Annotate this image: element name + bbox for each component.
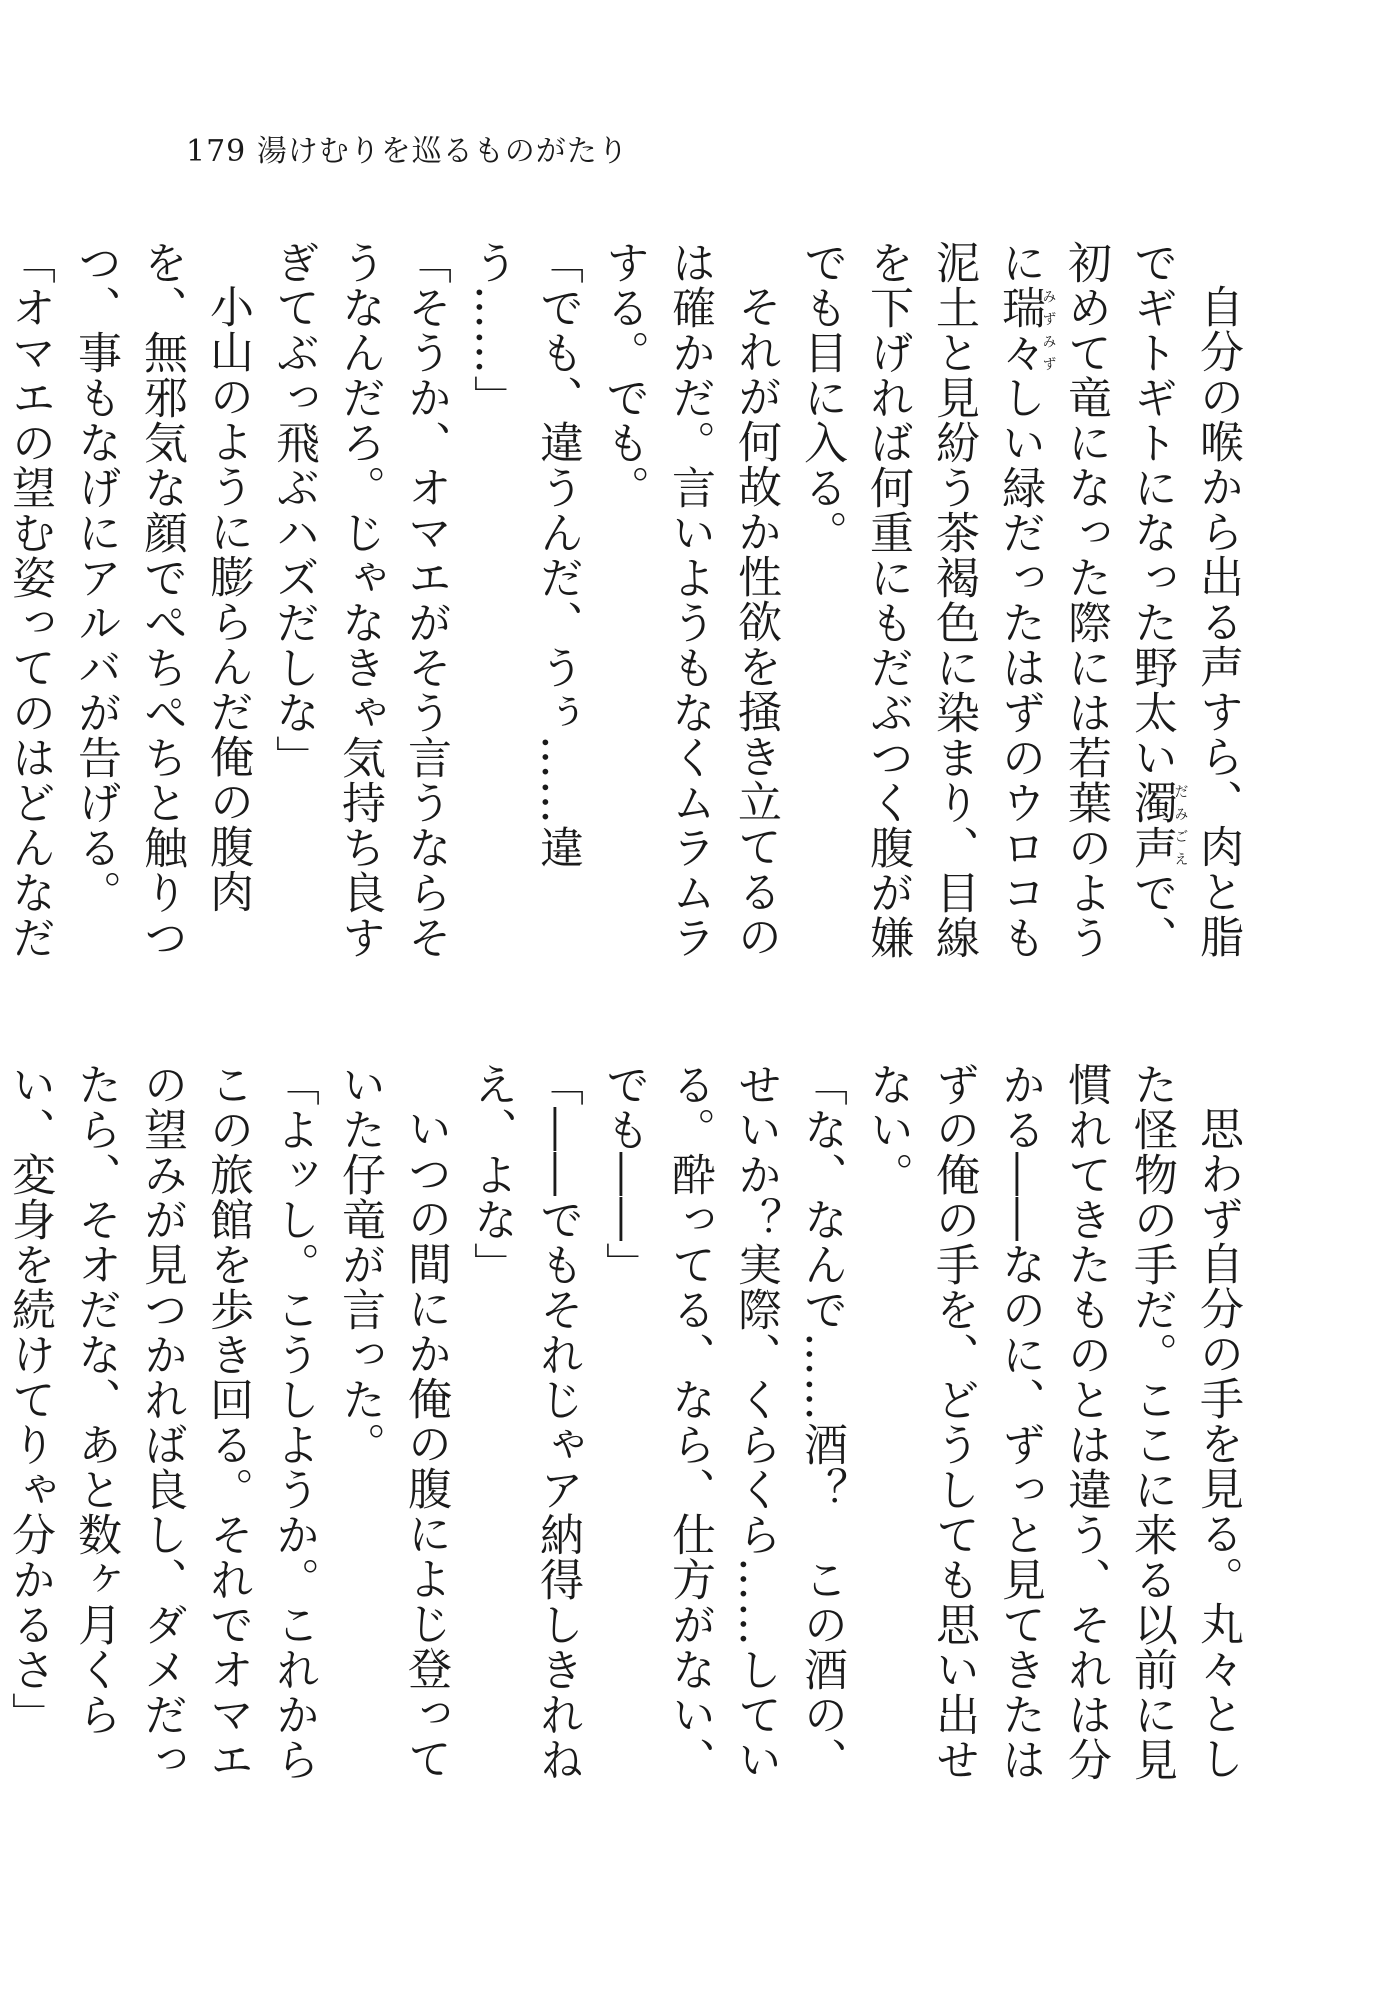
running-title: 湯けむりを巡るものがたり bbox=[256, 134, 629, 169]
text-run: 自分の喉から出る声すら、肉と脂でギトギトになった野太い bbox=[1126, 240, 1243, 959]
paragraph bbox=[788, 240, 1250, 980]
page-number: 179 bbox=[186, 134, 247, 169]
dialogue-line: 「な、なんで……酒？ この酒の、せいか？実際、くらくら……している。酔ってる、なら、仕方がない、でも――」 bbox=[598, 1062, 847, 1782]
page-header bbox=[186, 126, 629, 170]
ruby-reading: だみごえ bbox=[1172, 780, 1189, 870]
text-run: で、初めて竜になった際には若葉のように bbox=[994, 240, 1177, 960]
text-block-upper bbox=[0, 240, 1250, 980]
ruby-reading: みずみず bbox=[1040, 285, 1057, 375]
dialogue-line: 「よッし。こうしようか。これからこの旅館を歩き回る。それでオマエの望みが見つかれば良し、ダメだったら、そオだな、あと数ヶ月くらい、変身を続けてりゃ分かるさ」 bbox=[4, 1062, 319, 1782]
ruby-word bbox=[994, 285, 1057, 375]
ruby-base: 瑞々 bbox=[994, 285, 1045, 375]
ruby-base: 濁声 bbox=[1126, 780, 1177, 870]
paragraph: いつの間にか俺の腹によじ登っていた仔竜が言った。 bbox=[334, 1062, 451, 1781]
dialogue-line: 「オマエの望む姿ってのはどんなだ bbox=[4, 240, 55, 960]
paragraph: 小山のように膨らんだ俺の腹肉を、無邪気な顔でぺちぺちと触りつつ、事もなげにアルバが告げる。 bbox=[70, 240, 253, 960]
dialogue-line: 「――でもそれじゃア納得しきれねえ、よな」 bbox=[466, 1062, 583, 1782]
dialogue-line: 「でも、違うんだ、うぅ……違う……」 bbox=[466, 240, 583, 870]
dialogue-line: 「そうか、オマエがそう言うならそうなんだろ。じゃなきゃ気持ち良すぎてぶっ飛ぶハズだしな」 bbox=[268, 240, 451, 960]
paragraph: それが何故か性欲を掻き立てるのは確かだ。言いようもなくムラムラする。でも。 bbox=[598, 240, 781, 960]
paragraph: 思わず自分の手を見る。丸々とした怪物の手だ。ここに来る以前に見慣れてきたものとは違う、それは分かる――なのに、ずっと見てきたはずの俺の手を、どうしても思い出せない。 bbox=[862, 1062, 1243, 1782]
ruby-word bbox=[1126, 780, 1189, 870]
text-block-lower bbox=[0, 1062, 1250, 1802]
text-run: しい緑だったはずのウロコも泥土と見紛う茶褐色に染まり、目線を下げれば何重にもだぶつく腹が嫌でも目に入る。 bbox=[796, 240, 1045, 960]
